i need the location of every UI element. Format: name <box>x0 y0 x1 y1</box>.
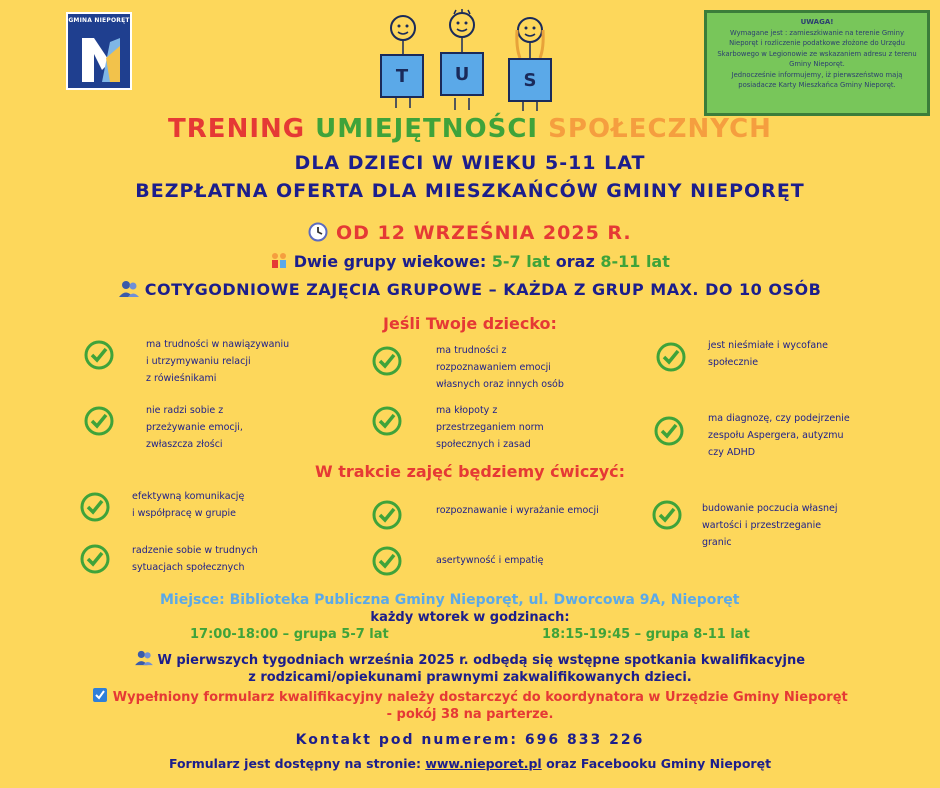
group1-text: 5-7 lat <box>491 252 551 271</box>
logo-text: GMINA NIEPORĘT <box>68 17 130 24</box>
check-icon <box>372 346 402 376</box>
practice-item: efektywną komunikację i współpracę w grupie <box>132 491 245 519</box>
title-part2: UMIEJĘTNOŚCI <box>315 114 539 144</box>
check-icon <box>80 544 110 574</box>
tuesday-line: każdy wtorek w godzinach: <box>370 610 570 625</box>
form-line2: - pokój 38 na parterze. <box>386 707 554 722</box>
letter-board-u: U <box>440 52 484 96</box>
groups-prefix: Dwie grupy wiekowe: <box>293 252 492 271</box>
weekly-text: COTYGODNIOWE ZAJĘCIA GRUPOWE – KAŻDA Z GRUP MAX. DO 10 OSÓB <box>144 280 822 299</box>
people-icon <box>119 280 139 299</box>
age-groups <box>0 252 940 271</box>
notice-line2: Jednocześnie informujemy, iż pierwszeństwo mają posiadacze Karty Mieszkańca Gminy Nieporęt. <box>731 70 903 89</box>
form-line1: Wypełniony formularz kwalifikacyjny należy dostarczyć do koordynatora w Urzędzie Gminy Nieporęt <box>112 690 848 705</box>
check-icon <box>654 416 684 446</box>
title-part3: SPOŁECZNYCH <box>548 114 772 144</box>
if-item: jest nieśmiałe i wycofane społecznie <box>708 340 829 368</box>
practice-heading: W trakcie zajęć będziemy ćwiczyć: <box>314 462 626 481</box>
check-icon <box>84 340 114 370</box>
check-icon <box>80 492 110 522</box>
check-icon <box>372 500 402 530</box>
weekly-line <box>0 280 940 299</box>
letter-board-s: S <box>508 58 552 102</box>
form-site-suffix: oraz Facebooku Gminy Nieporęt <box>541 756 772 771</box>
notice-box <box>704 10 930 116</box>
practice-item: asertywność i empatię <box>436 555 544 566</box>
if-item: nie radzi sobie z przeżywanie emocji, zwłaszcza złości <box>146 405 243 450</box>
practice-item: radzenie sobie w trudnych sytuacjach społecznych <box>132 545 258 573</box>
groups-mid: oraz <box>550 252 601 271</box>
check-icon <box>656 342 686 372</box>
checkbox-icon <box>92 687 108 706</box>
form-note <box>0 687 940 723</box>
meeting-line2: z rodzicami/opiekunami prawnymi zakwalifikowanych dzieci. <box>248 670 692 685</box>
if-item: ma diagnozę, czy podejrzenie zespołu Aspergera, autyzmu czy ADHD <box>708 413 850 458</box>
check-icon <box>652 500 682 530</box>
gmina-logo <box>66 12 132 90</box>
logo-mark-icon <box>80 32 122 84</box>
children-icon <box>270 252 288 271</box>
group2-text: 8-11 lat <box>600 252 670 271</box>
date-text: OD 12 WRZEŚNIA 2025 R. <box>336 222 632 244</box>
date-line <box>0 222 940 244</box>
form-site-line <box>0 756 940 771</box>
tus-figures <box>370 8 570 112</box>
time-group1: 17:00-18:00 – grupa 5-7 lat <box>190 627 389 642</box>
page-title <box>0 114 940 144</box>
check-icon <box>84 406 114 436</box>
meeting-note <box>0 650 940 686</box>
form-site-prefix: Formularz jest dostępny na stronie: <box>168 756 426 771</box>
check-icon <box>372 406 402 436</box>
title-part1: TRENING <box>168 114 306 144</box>
subtitle-age: DLA DZIECI W WIEKU 5-11 LAT <box>294 152 646 174</box>
if-item: ma trudności w nawiązywaniu i utrzymywaniu relacji z rówieśnikami <box>146 339 290 384</box>
contact-line: Kontakt pod numerem: 696 833 226 <box>295 732 645 748</box>
notice-line1: Wymagane jest : zamieszkiwanie na terenie Gminy Nieporęt i rozliczenie podatkowe złożone do Urzędu Skarbowego w Legionowie ze wskazaniem adresu z terenu Gminy Nieporęt. <box>717 28 917 68</box>
practice-item: rozpoznawanie i wyrażanie emocji <box>436 505 599 516</box>
place-line: Miejsce: Biblioteka Publiczna Gminy Nieporęt, ul. Dworcowa 9A, Nieporęt <box>160 592 740 608</box>
clock-icon <box>308 222 328 244</box>
subtitle-offer: BEZPŁATNA OFERTA DLA MIESZKAŃCÓW GMINY NIEPORĘT <box>135 180 805 202</box>
time-group2: 18:15-19:45 – grupa 8-11 lat <box>542 627 750 642</box>
practice-item: budowanie poczucia własnej wartości i przestrzeganie granic <box>702 503 838 548</box>
people-icon <box>135 650 153 669</box>
website-link[interactable]: www.nieporet.pl <box>425 756 542 771</box>
if-heading: Jeśli Twoje dziecko: <box>383 314 557 333</box>
letter-board-t: T <box>380 54 424 98</box>
meeting-line1: W pierwszych tygodniach września 2025 r. odbędą się wstępne spotkania kwalifikacyjne <box>157 653 806 668</box>
if-item: ma kłopoty z przestrzeganiem norm społecznych i zasad <box>436 405 544 450</box>
check-icon <box>372 546 402 576</box>
if-item: ma trudności z rozpoznawaniem emocji własnych oraz innych osób <box>436 345 564 390</box>
notice-heading: UWAGA! <box>800 18 834 26</box>
